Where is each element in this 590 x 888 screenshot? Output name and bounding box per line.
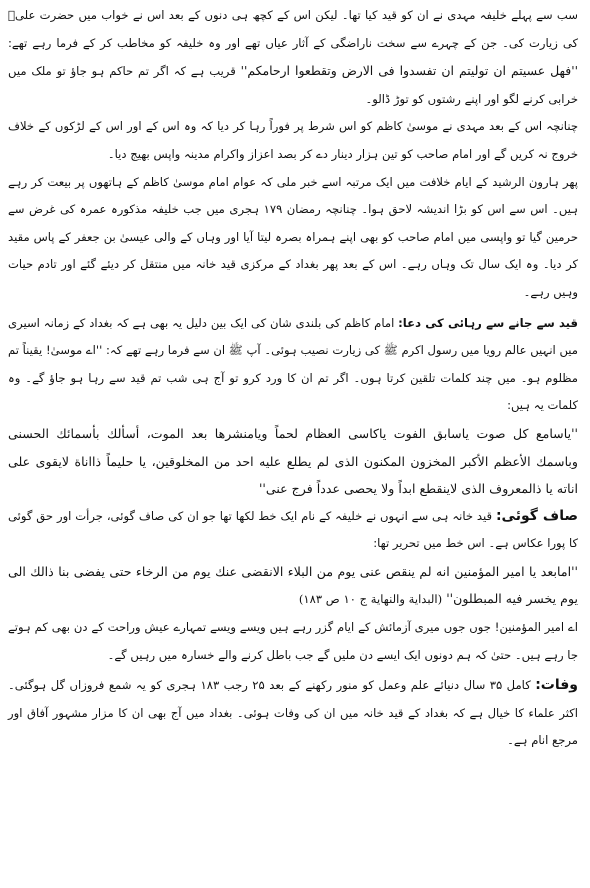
paragraph-text: کامل ۳۵ سال دنیائے علم وعمل کو منور رکھنے کے بعد ۲۵ رجب ۱۸۳ ہجری کو یہ شمع فروزاں گل ہوگئی۔ اکثر علماء کا خیال ہے کہ بغداد کے قید خانہ میں ان کی وفات ہوئی۔ بغداد میں آج بھی ان کا مزار مشہور آفاق اور مرجع انام ہے۔ bbox=[8, 678, 578, 748]
quote-translation: قریب ہے کہ اگر تم حاکم ہو جاؤ تو ملک میں خرابی کرنے لگو اور اپنے رشتوں کو توڑ ڈالو۔ bbox=[8, 64, 578, 106]
arabic-supplication: ''یاسامع کل صوت یاسابق الفوت یاکاسی العظام لحماً ویامنشرھا بعد الموت، أسألك بأسمائك الحسنى وباسمك الأعظم الأكبر المخزون المكنون الذى لم يطلع عليه احد من المخلوقين، يا حليماً ذااناة لايقوى على اناته يا ذالمعروف الذى لاينقطع ابداً ولا يحصى عدداً فرج عنى'' bbox=[8, 425, 578, 497]
paragraph-release-by-mahdi bbox=[8, 113, 578, 168]
paragraph-text: پھر ہارون الرشید کے ایام خلافت میں ایک مرتبہ اسے خبر ملی کہ عوام امام موسیٰ کاظم کے ہاتھوں پر بیعت کر رہے ہیں۔ اس سے اس کو بڑا اندیشہ لاحق ہوا۔ چنانچہ رمضان ۱۷۹ ہجری میں جب خلیفہ مذکورہ عمرہ کی غرض سے حرمین گیا تو واپسی میں امام صاحب کو بھی اپنے ہمراہ بصرہ لیتا آیا اور وہاں کے والی عیسیٰ بن جعفر کے پاس مقید کر دیا۔ وہ ایک سال تک وہاں رہے۔ اس کے بعد پھر بغداد کے مرکزی قید خانہ میں منتقل کر دیئے گئے اور تادم حیات وہیں رہے۔ bbox=[8, 174, 578, 299]
paragraph-frankness bbox=[8, 503, 578, 558]
paragraph-dream-of-ali bbox=[8, 2, 578, 113]
arabic-letter bbox=[8, 558, 578, 614]
paragraph-text: امام کاظم کی بلندی شان کی ایک بین دلیل یہ بھی ہے کہ بغداد کے زمانہ اسیری میں انہیں عالم رویا میں رسول اکرم ﷺ کی زیارت نصیب ہوئی۔ آپ ﷺ ان سے فرما رہے تھے کہ: ''اے موسیٰ! یقیناً تم مظلوم ہو۔ میں چند کلمات تلقین کرتا ہوں۔ اگر تم ان کا ورد کرو تو آج ہی شب تم قید سے رہا ہو جاؤ گے۔ وہ کلمات یہ ہیں: bbox=[8, 315, 578, 413]
quran-quote: ''فھل عسیتم ان تولیتم ان تفسدوا فی الارض وتقطعوا ارحامکم'' bbox=[240, 63, 579, 79]
paragraph-release-prayer bbox=[8, 310, 578, 420]
section-heading-death: وفات: bbox=[535, 677, 578, 694]
paragraph-text: قید خانہ ہی سے انہوں نے خلیفہ کے نام ایک خط لکھا تھا جو ان کی صاف گوئی، جرأت اور حق گوئی کا پورا عکاس ہے۔ اس خط میں تحریر تھا: bbox=[8, 508, 578, 551]
paragraph-harun-al-rashid bbox=[8, 169, 578, 307]
paragraph-death bbox=[8, 672, 578, 755]
paragraph-text: سب سے پہلے خلیفہ مہدی نے ان کو قید کیا تھا۔ لیکن اس کے کچھ ہی دنوں کے بعد اس نے خواب میں حضرت علیؓ کی زیارت کی۔ جن کے چہرے سے سخت ناراضگی کے آثار عیاں تھے اور وہ خلیفہ کو مخاطب کر کے فرما رہے تھے: bbox=[8, 8, 578, 50]
paragraph-text: چنانچہ اس کے بعد مہدی نے موسیٰ کاظم کو اس شرط پر فوراً رہا کر دیا کہ وہ اس کے اور اس کے لڑکوں کے خلاف خروج نہ کریں گے اور امام صاحب کو تین ہزار دینار دے کر بصد اعزاز واکرام مدینہ واپس بھیج دیا۔ bbox=[8, 119, 578, 161]
section-heading-frankness: صاف گوئی: bbox=[495, 507, 578, 524]
paragraph-text: اے امیر المؤمنین! جوں جوں میری آزمائش کے ایام گزر رہے ہیں ویسے ویسے تمہارے عیش وراحت کے دن بھی کم ہوتے جا رہے ہیں۔ حتیٰ کہ ہم دونوں ایک ایسے دن ملیں گے جب باطل کرنے والے خسارہ میں رہیں گے۔ bbox=[8, 620, 578, 662]
paragraph-letter-translation bbox=[8, 614, 578, 669]
citation-reference: (البدایة والنهایة ج ۱۰ ص ۱۸۳) bbox=[298, 592, 443, 607]
arabic-letter-text: ''امابعد یا امیر المؤمنین انه لم ینقص عنی یوم من البلاء الانقضی عنك یوم من الرخاء حتی یفضی بنا ذالك الی یوم یخسر فیه المبطلون'' bbox=[8, 563, 578, 607]
section-heading-prayer: قید سے جانے سے رہائی کی دعا: bbox=[398, 315, 579, 330]
